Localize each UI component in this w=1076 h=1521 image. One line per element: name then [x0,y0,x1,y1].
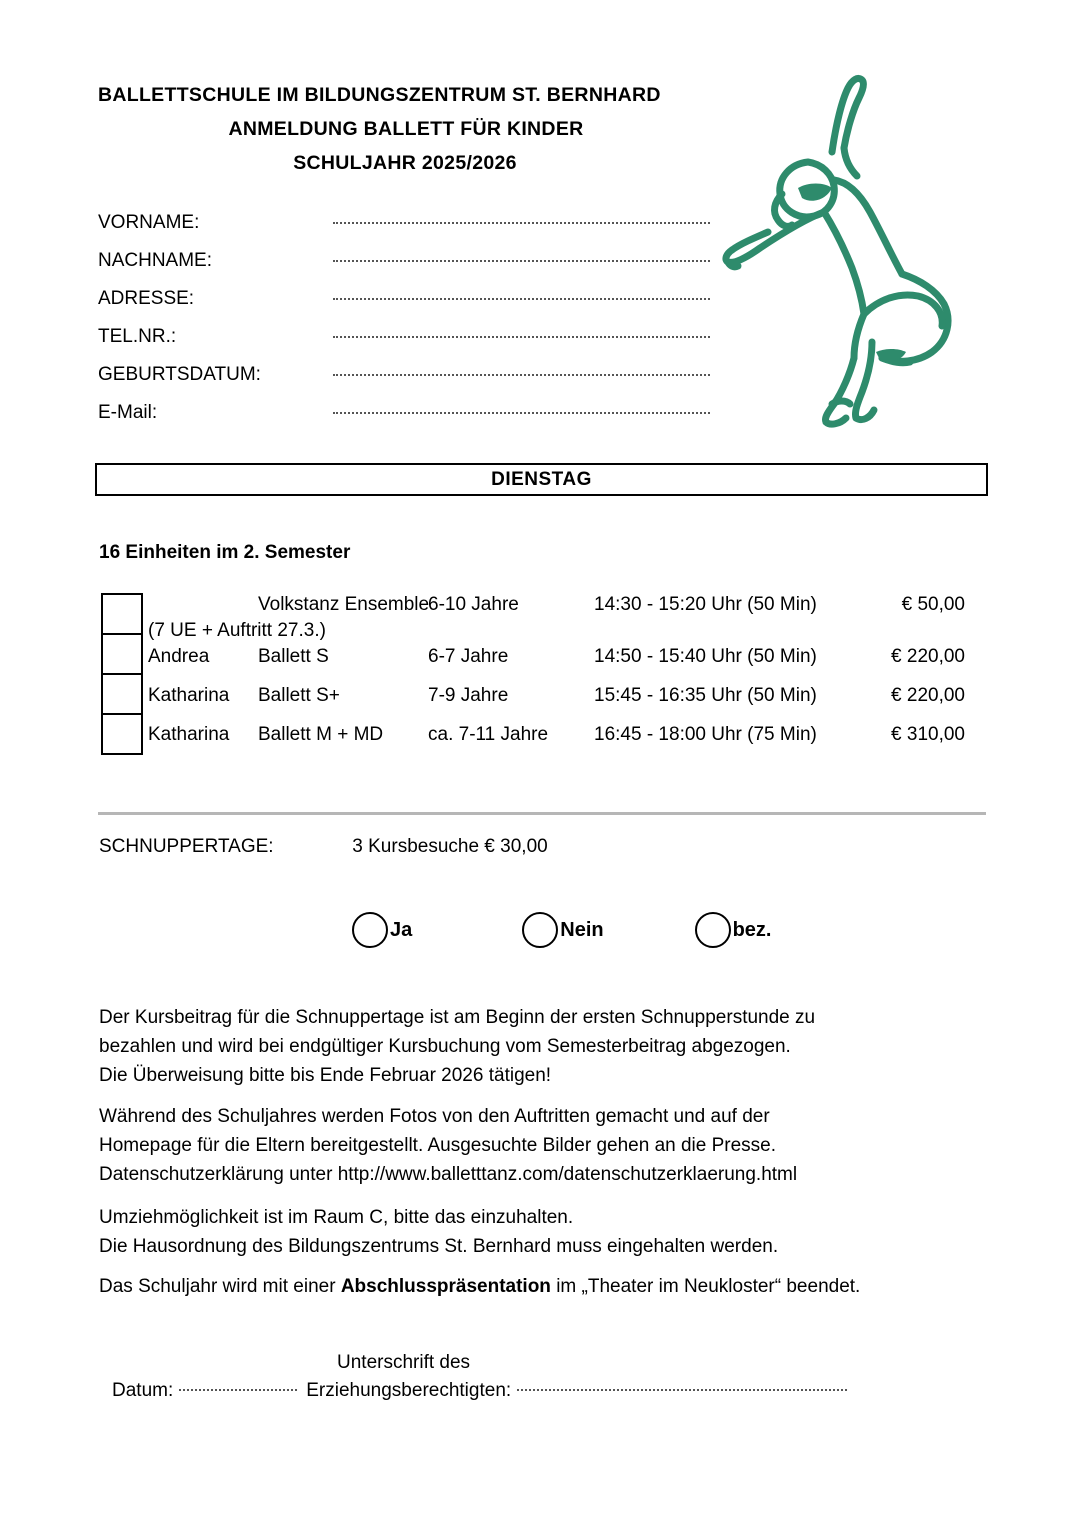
input-nachname[interactable] [333,259,710,262]
table-row[interactable] [148,685,968,724]
course-teacher-4: Katharina [148,724,230,745]
field-label-nachname: NACHNAME: [98,250,213,271]
guardian-label: Erziehungsberechtigten: [306,1380,512,1401]
input-adresse[interactable] [333,297,710,300]
checkbox-course-2[interactable] [101,633,143,675]
input-geburtsdatum[interactable] [333,373,710,376]
course-time-4: 16:45 - 18:00 Uhr (75 Min) [594,724,817,745]
ballet-dancer-logo [712,52,984,437]
course-class-3: Ballett S+ [258,685,340,706]
course-age-2: 6-7 Jahre [428,646,509,667]
trial-days-row [99,836,548,858]
trial-choice-group [352,912,772,948]
title-line-1: BALLETTSCHULE IM BILDUNGSZENTRUM ST. BERNHARD [98,84,661,106]
input-telnr[interactable] [333,335,710,338]
title-line-3: SCHULJAHR 2025/2026 [293,152,517,174]
course-age-4: ca. 7-11 Jahre [428,724,549,745]
paragraph-house-rules-line-2: Die Hausordnung des Bildungszentrums St. Bernhard muss eingehalten werden. [99,1236,779,1257]
radio-circle-ja[interactable] [352,912,388,948]
field-label-vorname: VORNAME: [98,212,200,233]
field-row-geburtsdatum [98,364,718,402]
radio-circle-nein[interactable] [522,912,558,948]
field-row-nachname [98,250,718,288]
course-price-2: € 220,00 [891,646,965,667]
section-divider [98,812,986,815]
course-price-4: € 310,00 [891,724,965,745]
course-time-1: 14:30 - 15:20 Uhr (50 Min) [594,594,817,615]
paragraph-house-rules-line-1: Umziehmöglichkeit ist im Raum C, bitte das einzuhalten. [99,1207,574,1228]
course-price-3: € 220,00 [891,685,965,706]
checkbox-course-4[interactable] [101,713,143,755]
date-label: Datum: [112,1380,174,1401]
field-label-telnr: TEL.NR.: [98,326,177,347]
trial-option-ja[interactable] [352,912,412,948]
paragraph-payment [99,1003,979,1090]
paragraph-photos-line-2: Homepage für die Eltern bereitgestellt. Ausgesuchte Bilder gehen an die Presse. [99,1135,777,1156]
trial-days-label: SCHNUPPERTAGE: [99,836,274,857]
field-row-vorname [98,212,718,250]
course-teacher-2: Andrea [148,646,210,667]
field-row-telnr [98,326,718,364]
input-date[interactable] [179,1388,297,1391]
field-row-adresse [98,288,718,326]
course-checkbox-stack [101,593,143,755]
trial-days-value: 3 Kursbesuche € 30,00 [352,836,548,857]
input-email[interactable] [333,411,710,414]
trial-option-label-ja: Ja [390,918,413,941]
final-presentation-before: Das Schuljahr wird mit einer [99,1276,341,1297]
paragraph-payment-line-3: Die Überweisung bitte bis Ende Februar 2026 tätigen! [99,1065,552,1086]
trial-option-label-nein: Nein [560,918,604,941]
paragraph-final-presentation [99,1272,979,1301]
trial-option-nein[interactable] [522,912,603,948]
paragraph-photos-line-3: Datenschutzerklärung unter http://www.balletttanz.com/datenschutzerklaerung.html [99,1164,798,1185]
field-label-adresse: ADRESSE: [98,288,195,309]
course-class-1: Volkstanz Ensemble [258,594,430,615]
table-row[interactable] [148,724,968,763]
paragraph-photos [99,1102,979,1189]
personal-data-fields [98,212,718,440]
course-time-3: 15:45 - 16:35 Uhr (50 Min) [594,685,817,706]
final-presentation-after: im „Theater im Neukloster“ beendet. [550,1276,861,1297]
input-vorname[interactable] [333,221,710,224]
radio-circle-bez[interactable] [695,912,731,948]
signature-row [112,1380,847,1402]
course-price-1: € 50,00 [901,594,965,615]
final-presentation-bold: Abschlusspräsentation [340,1276,551,1297]
title-line-2: ANMELDUNG BALLETT FÜR KINDER [228,118,584,140]
course-age-3: 7-9 Jahre [428,685,509,706]
course-age-1: 6-10 Jahre [428,594,519,615]
table-row[interactable] [148,646,968,685]
day-banner-label: DIENSTAG [491,468,592,490]
paragraph-payment-line-2: bezahlen und wird bei endgültiger Kursbuchung vom Semesterbeitrag abgezogen. [99,1036,791,1057]
field-row-email [98,402,718,440]
page-title [98,78,718,180]
paragraph-house-rules [99,1203,979,1261]
units-heading: 16 Einheiten im 2. Semester [99,542,351,563]
trial-option-bez[interactable] [695,912,772,948]
field-label-geburtsdatum: GEBURTSDATUM: [98,364,261,385]
signature-upper-label: Unterschrift des [337,1352,471,1373]
course-time-2: 14:50 - 15:40 Uhr (50 Min) [594,646,817,667]
course-teacher-3: Katharina [148,685,230,706]
course-class-2: Ballett S [258,646,329,667]
paragraph-photos-line-1: Während des Schuljahres werden Fotos von den Auftritten gemacht und auf der [99,1106,770,1127]
input-guardian-signature[interactable] [517,1388,847,1391]
field-label-email: E-Mail: [98,402,158,423]
paragraph-payment-line-1: Der Kursbeitrag für die Schnuppertage ist am Beginn der ersten Schnupperstunde zu [99,1007,816,1028]
checkbox-course-1[interactable] [101,593,143,635]
checkbox-course-3[interactable] [101,673,143,715]
trial-option-label-bez: bez. [732,918,772,941]
course-note: (7 UE + Auftritt 27.3.) [148,620,326,641]
day-banner [95,463,988,496]
course-class-4: Ballett M + MD [258,724,384,745]
